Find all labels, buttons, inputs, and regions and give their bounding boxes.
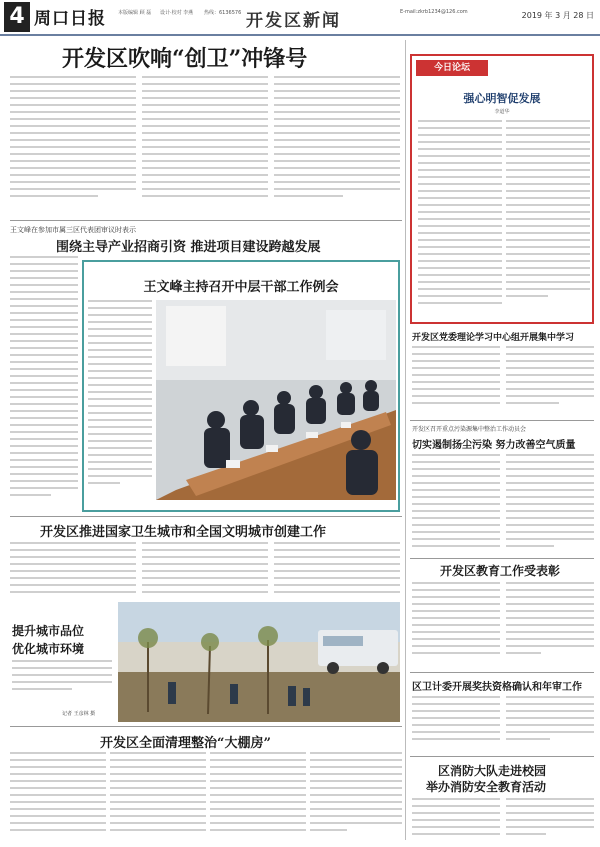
story2-kicker: 王文峰在参加市属三区代表团审议时表示 (10, 226, 136, 234)
publication-date: 2019 年 3 月 28 日 (521, 11, 594, 20)
right-story3-body-col-2 (506, 582, 594, 666)
feature-headline: 王文峰主持召开中层干部工作例会 (143, 280, 339, 295)
right-story1-body-col-2 (506, 346, 594, 416)
story5-headline: 开发区全面清理整治“大棚房” (100, 736, 271, 751)
right-story4-body-col-1 (412, 696, 500, 752)
forum-box (410, 54, 594, 324)
tree-planting-image (118, 602, 400, 722)
section-name: 开发区新闻 (246, 11, 341, 31)
story4-body-col-2 (142, 542, 268, 598)
story4-body-col-3 (274, 542, 400, 598)
designer-line: 设计·校对 李燕 (160, 10, 194, 16)
right-story3-headline: 开发区教育工作受表彰 (440, 564, 561, 578)
masthead (0, 0, 600, 36)
right-story2-body-col-2 (506, 454, 594, 554)
forum-tag: 今日论坛 (416, 60, 488, 76)
divider (410, 420, 594, 421)
editor-line: 本版编辑 顾 磊 (118, 10, 152, 16)
hotline: 热线：6136576 (204, 10, 242, 16)
right-story5-headline-line-2: 举办消防安全教育活动 (426, 780, 547, 794)
right-story2-headline: 切实遏制扬尘污染 努力改善空气质量 (412, 440, 576, 451)
tree-planting-photo (118, 602, 400, 722)
divider (10, 220, 402, 221)
divider (10, 516, 402, 517)
divider (10, 726, 402, 727)
lead-body-col-2 (142, 76, 268, 216)
story5-body-col-3 (210, 752, 306, 842)
story5-body-col-1 (10, 752, 106, 842)
right-story5-headline-line-1: 区消防大队走进校园 (438, 764, 547, 778)
forum-title: 强心明智促发展 (463, 92, 541, 105)
email: E-mail:zkrb1234@126.com (400, 9, 468, 15)
right-story2-kicker: 开发区召开重点污染源集中整治工作动员会 (412, 426, 527, 433)
story2-body (10, 256, 78, 512)
divider (410, 558, 594, 559)
photo-caption-body (12, 660, 112, 700)
meeting-scene-image (156, 300, 396, 500)
lead-body-col-1 (10, 76, 136, 216)
divider (410, 672, 594, 673)
forum-body-col-2 (506, 120, 590, 320)
story5-body-col-2 (110, 752, 206, 842)
right-story1-headline: 开发区党委理论学习中心组开展集中学习 (412, 333, 575, 343)
forum-body-col-1 (418, 120, 502, 320)
page-number: 4 (4, 2, 30, 32)
story4-body-col-1 (10, 542, 136, 598)
lead-headline: 开发区吹响“创卫”冲锋号 (62, 46, 308, 72)
story2-headline: 围绕主导产业招商引资 推进项目建设跨越发展 (56, 240, 321, 255)
right-story4-headline: 区卫计委开展奖扶资格确认和年审工作 (412, 682, 582, 693)
paper-name: 周口日报 (34, 9, 106, 29)
right-story3-body-col-1 (412, 582, 500, 666)
lead-body-col-3 (274, 76, 400, 216)
right-story4-body-col-2 (506, 696, 594, 752)
right-story5-body-col-1 (412, 798, 500, 842)
forum-author: 李道华 (494, 109, 510, 115)
right-story2-body-col-1 (412, 454, 500, 554)
story4-headline: 开发区推进国家卫生城市和全国文明城市创建工作 (40, 525, 327, 540)
photo-caption-line-2: 优化城市环境 (12, 642, 85, 656)
photo-credit: 记者 王彦林 摄 (62, 711, 96, 717)
photo-caption-line-1: 提升城市品位 (12, 624, 85, 638)
right-story1-body-col-1 (412, 346, 500, 416)
feature-body-col (88, 300, 152, 506)
right-story5-body-col-2 (506, 798, 594, 842)
meeting-photo (156, 300, 396, 500)
divider (410, 756, 594, 757)
column-divider (405, 40, 406, 840)
story5-body-col-4 (310, 752, 402, 842)
